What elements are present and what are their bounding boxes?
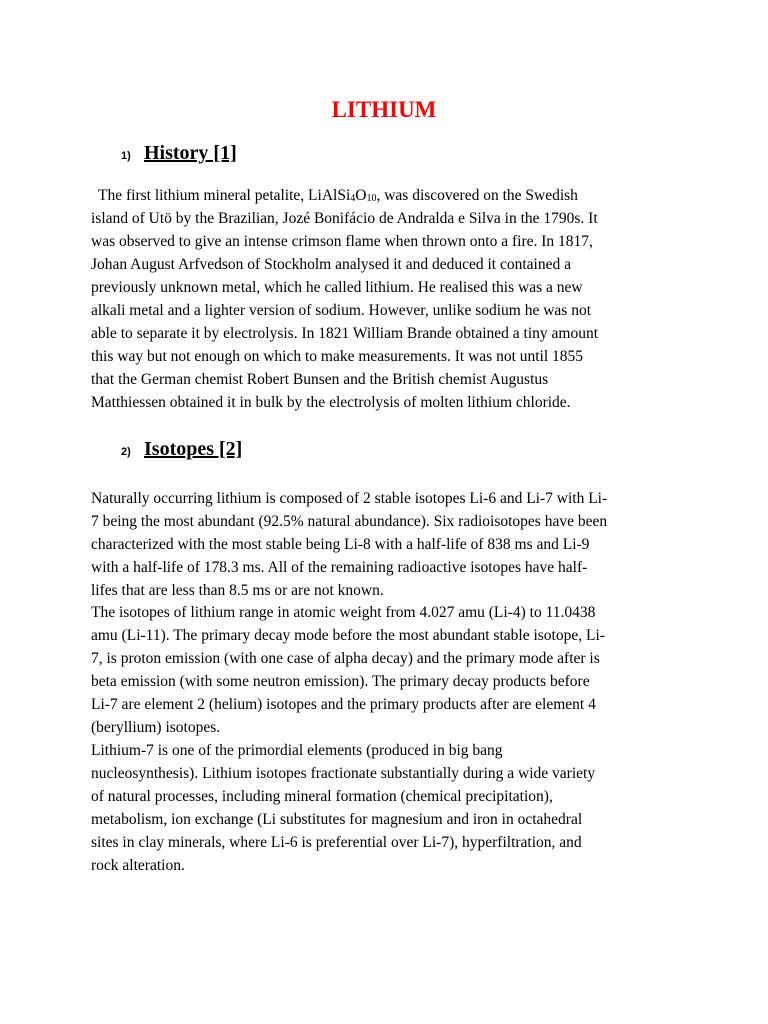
section-title: Isotopes [2] bbox=[144, 438, 243, 460]
paragraph-line: metabolism, ion exchange (Li substitutes for magnesium and iron in octahedral bbox=[91, 811, 583, 828]
paragraph-line: beta emission (with some neutron emission). The primary decay products before bbox=[91, 673, 590, 690]
paragraph-line: Johan August Arfvedson of Stockholm analysed it and deduced it contained a bbox=[91, 256, 571, 273]
paragraph-line: Matthiessen obtained it in bulk by the electrolysis of molten lithium chloride. bbox=[91, 394, 571, 411]
paragraph-line: 7, is proton emission (with one case of alpha decay) and the primary mode after is bbox=[91, 650, 600, 667]
paragraph-line: amu (Li-11). The primary decay mode before the most abundant stable isotope, Li- bbox=[91, 627, 605, 644]
paragraph-line: island of Utö by the Brazilian, Jozé Bonifácio de Andralda e Silva in the 1790s. It bbox=[91, 210, 598, 227]
paragraph-line: was observed to give an intense crimson flame when thrown onto a fire. In 1817, bbox=[91, 233, 593, 250]
section-number: 2) bbox=[121, 446, 131, 458]
paragraph-line: able to separate it by electrolysis. In 1821 William Brande obtained a tiny amount bbox=[91, 325, 599, 342]
section-heading-history bbox=[121, 142, 237, 165]
paragraph-line: lifes that are less than 8.5 ms or are not known. bbox=[91, 582, 384, 599]
paragraph-line: 7 being the most abundant (92.5% natural abundance). Six radioisotopes have been bbox=[91, 513, 608, 530]
section-heading-isotopes bbox=[121, 438, 242, 461]
section-number: 1) bbox=[121, 150, 131, 162]
document-title: LITHIUM bbox=[331, 97, 437, 122]
paragraph-line: nucleosynthesis). Lithium isotopes fractionate substantially during a wide variety bbox=[91, 765, 596, 782]
paragraph-line: with a half-life of 178.3 ms. All of the remaining radioactive isotopes have half- bbox=[91, 559, 588, 576]
history-paragraph bbox=[91, 184, 661, 414]
paragraph-line: previously unknown metal, which he called lithium. He realised this was a new bbox=[91, 279, 583, 296]
paragraph-line: (beryllium) isotopes. bbox=[91, 719, 221, 736]
paragraph-line: The isotopes of lithium range in atomic weight from 4.027 amu (Li-4) to 11.0438 bbox=[91, 604, 596, 621]
paragraph-line: of natural processes, including mineral formation (chemical precipitation), bbox=[91, 788, 553, 805]
isotopes-paragraph-3 bbox=[91, 739, 661, 877]
paragraph-line: that the German chemist Robert Bunsen and the British chemist Augustus bbox=[91, 371, 549, 388]
paragraph-line: this way but not enough on which to make measurements. It was not until 1855 bbox=[91, 348, 584, 365]
paragraph-line: Lithium-7 is one of the primordial elements (produced in big bang bbox=[91, 742, 503, 759]
section-title: History [1] bbox=[144, 142, 237, 164]
paragraph-line: Li-7 are element 2 (helium) isotopes and the primary products after are element 4 bbox=[91, 696, 596, 713]
paragraph-line: The first lithium mineral petalite, $LiAlSi_4O_{10}$, was discovered on the Swedish bbox=[98, 187, 578, 204]
paragraph-line: characterized with the most stable being Li-8 with a half-life of 838 ms and Li-9 bbox=[91, 536, 590, 553]
isotopes-paragraph-1 bbox=[91, 487, 661, 602]
paragraph-line: sites in clay minerals, where Li-6 is preferential over Li-7), hyperfiltration, and bbox=[91, 834, 582, 851]
paragraph-line: Naturally occurring lithium is composed of 2 stable isotopes Li-6 and Li-7 with Li- bbox=[91, 490, 608, 507]
paragraph-line: rock alteration. bbox=[91, 857, 185, 874]
paragraph-line: alkali metal and a lighter version of sodium. However, unlike sodium he was not bbox=[91, 302, 592, 319]
isotopes-paragraph-2 bbox=[91, 601, 661, 739]
